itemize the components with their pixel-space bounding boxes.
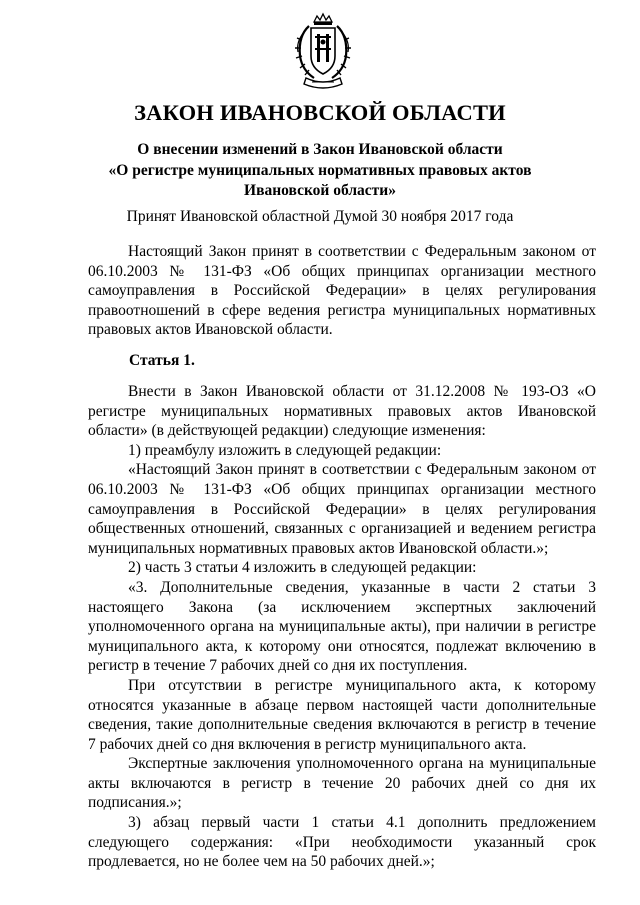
article-heading: Статья 1. bbox=[129, 352, 195, 369]
subtitle-line: Ивановской области» bbox=[244, 182, 396, 199]
article-paragraph: «Настоящий Закон принят в соответствии с Федеральным законом от 06.10.2003 № 131-ФЗ «Об общих принципах организации местного самоуправления в Российской Федерации» в целях регулирования общественных отношений, связанных с организацией и ведением регистра муниципальных нормативных правовых актов Ивановской области.»; bbox=[88, 461, 596, 557]
article-paragraph: Внести в Закон Ивановской области от 31.12.2008 № 193-ОЗ «О регистре муниципальных нормативных правовых актов Ивановской области» (в действующей редакции) следующие изменения: bbox=[88, 383, 596, 440]
article-paragraph: 1) преамбулу изложить в следующей редакции: bbox=[128, 441, 442, 459]
subtitle-line: «О регистре муниципальных нормативных правовых актов bbox=[108, 161, 532, 179]
article-paragraph: «3. Дополнительные сведения, указанные в части 2 статьи 3 настоящего Закона (за исключением экспертных заключений уполномоченного органа на муниципальные акты), при наличии в регистре муниципального акта, к которому они относятся, подлежат включению в регистр в течение 7 рабочих дней со дня их поступления. bbox=[88, 578, 596, 675]
article-body bbox=[88, 382, 596, 872]
law-title: ЗАКОН ИВАНОВСКОЙ ОБЛАСТИ bbox=[134, 100, 506, 125]
intro-section bbox=[88, 242, 596, 340]
article-paragraph: 3) абзац первый части 1 статьи 4.1 дополнить предложением следующего содержания: «При необходимости указанный срок продлевается, но не более чем на 50 рабочих дней.»; bbox=[88, 814, 596, 871]
article-paragraph: 2) часть 3 статьи 4 изложить в следующей редакции: bbox=[128, 559, 477, 577]
ivanovo-coat-of-arms-icon bbox=[292, 12, 354, 94]
article-paragraph: При отсутствии в регистре муниципального акта, к которому относятся указанные в абзаце первом настоящей части дополнительные сведения, такие дополнительные сведения включаются в регистр в течение 7 рабочих дней со дня включения в регистр муниципального акта. bbox=[88, 676, 596, 753]
law-subtitle bbox=[60, 140, 580, 202]
subtitle-line: О внесении изменений в Закон Ивановской области bbox=[137, 141, 503, 158]
article-paragraph: Экспертные заключения уполномоченного органа на муниципальные акты включаются в регистр в течение 20 рабочих дней со дня их подписания.»; bbox=[88, 755, 596, 812]
adoption-date-line: Принят Ивановской областной Думой 30 ноября 2017 года bbox=[126, 208, 514, 225]
intro-paragraph: Настоящий Закон принят в соответствии с Федеральным законом от 06.10.2003 № 131-ФЗ «Об общих принципах организации местного самоуправления в Российской Федерации» в целях регулирования правоотношений в сфере ведения регистра муниципальных нормативных правовых актов Ивановской области. bbox=[88, 243, 596, 339]
